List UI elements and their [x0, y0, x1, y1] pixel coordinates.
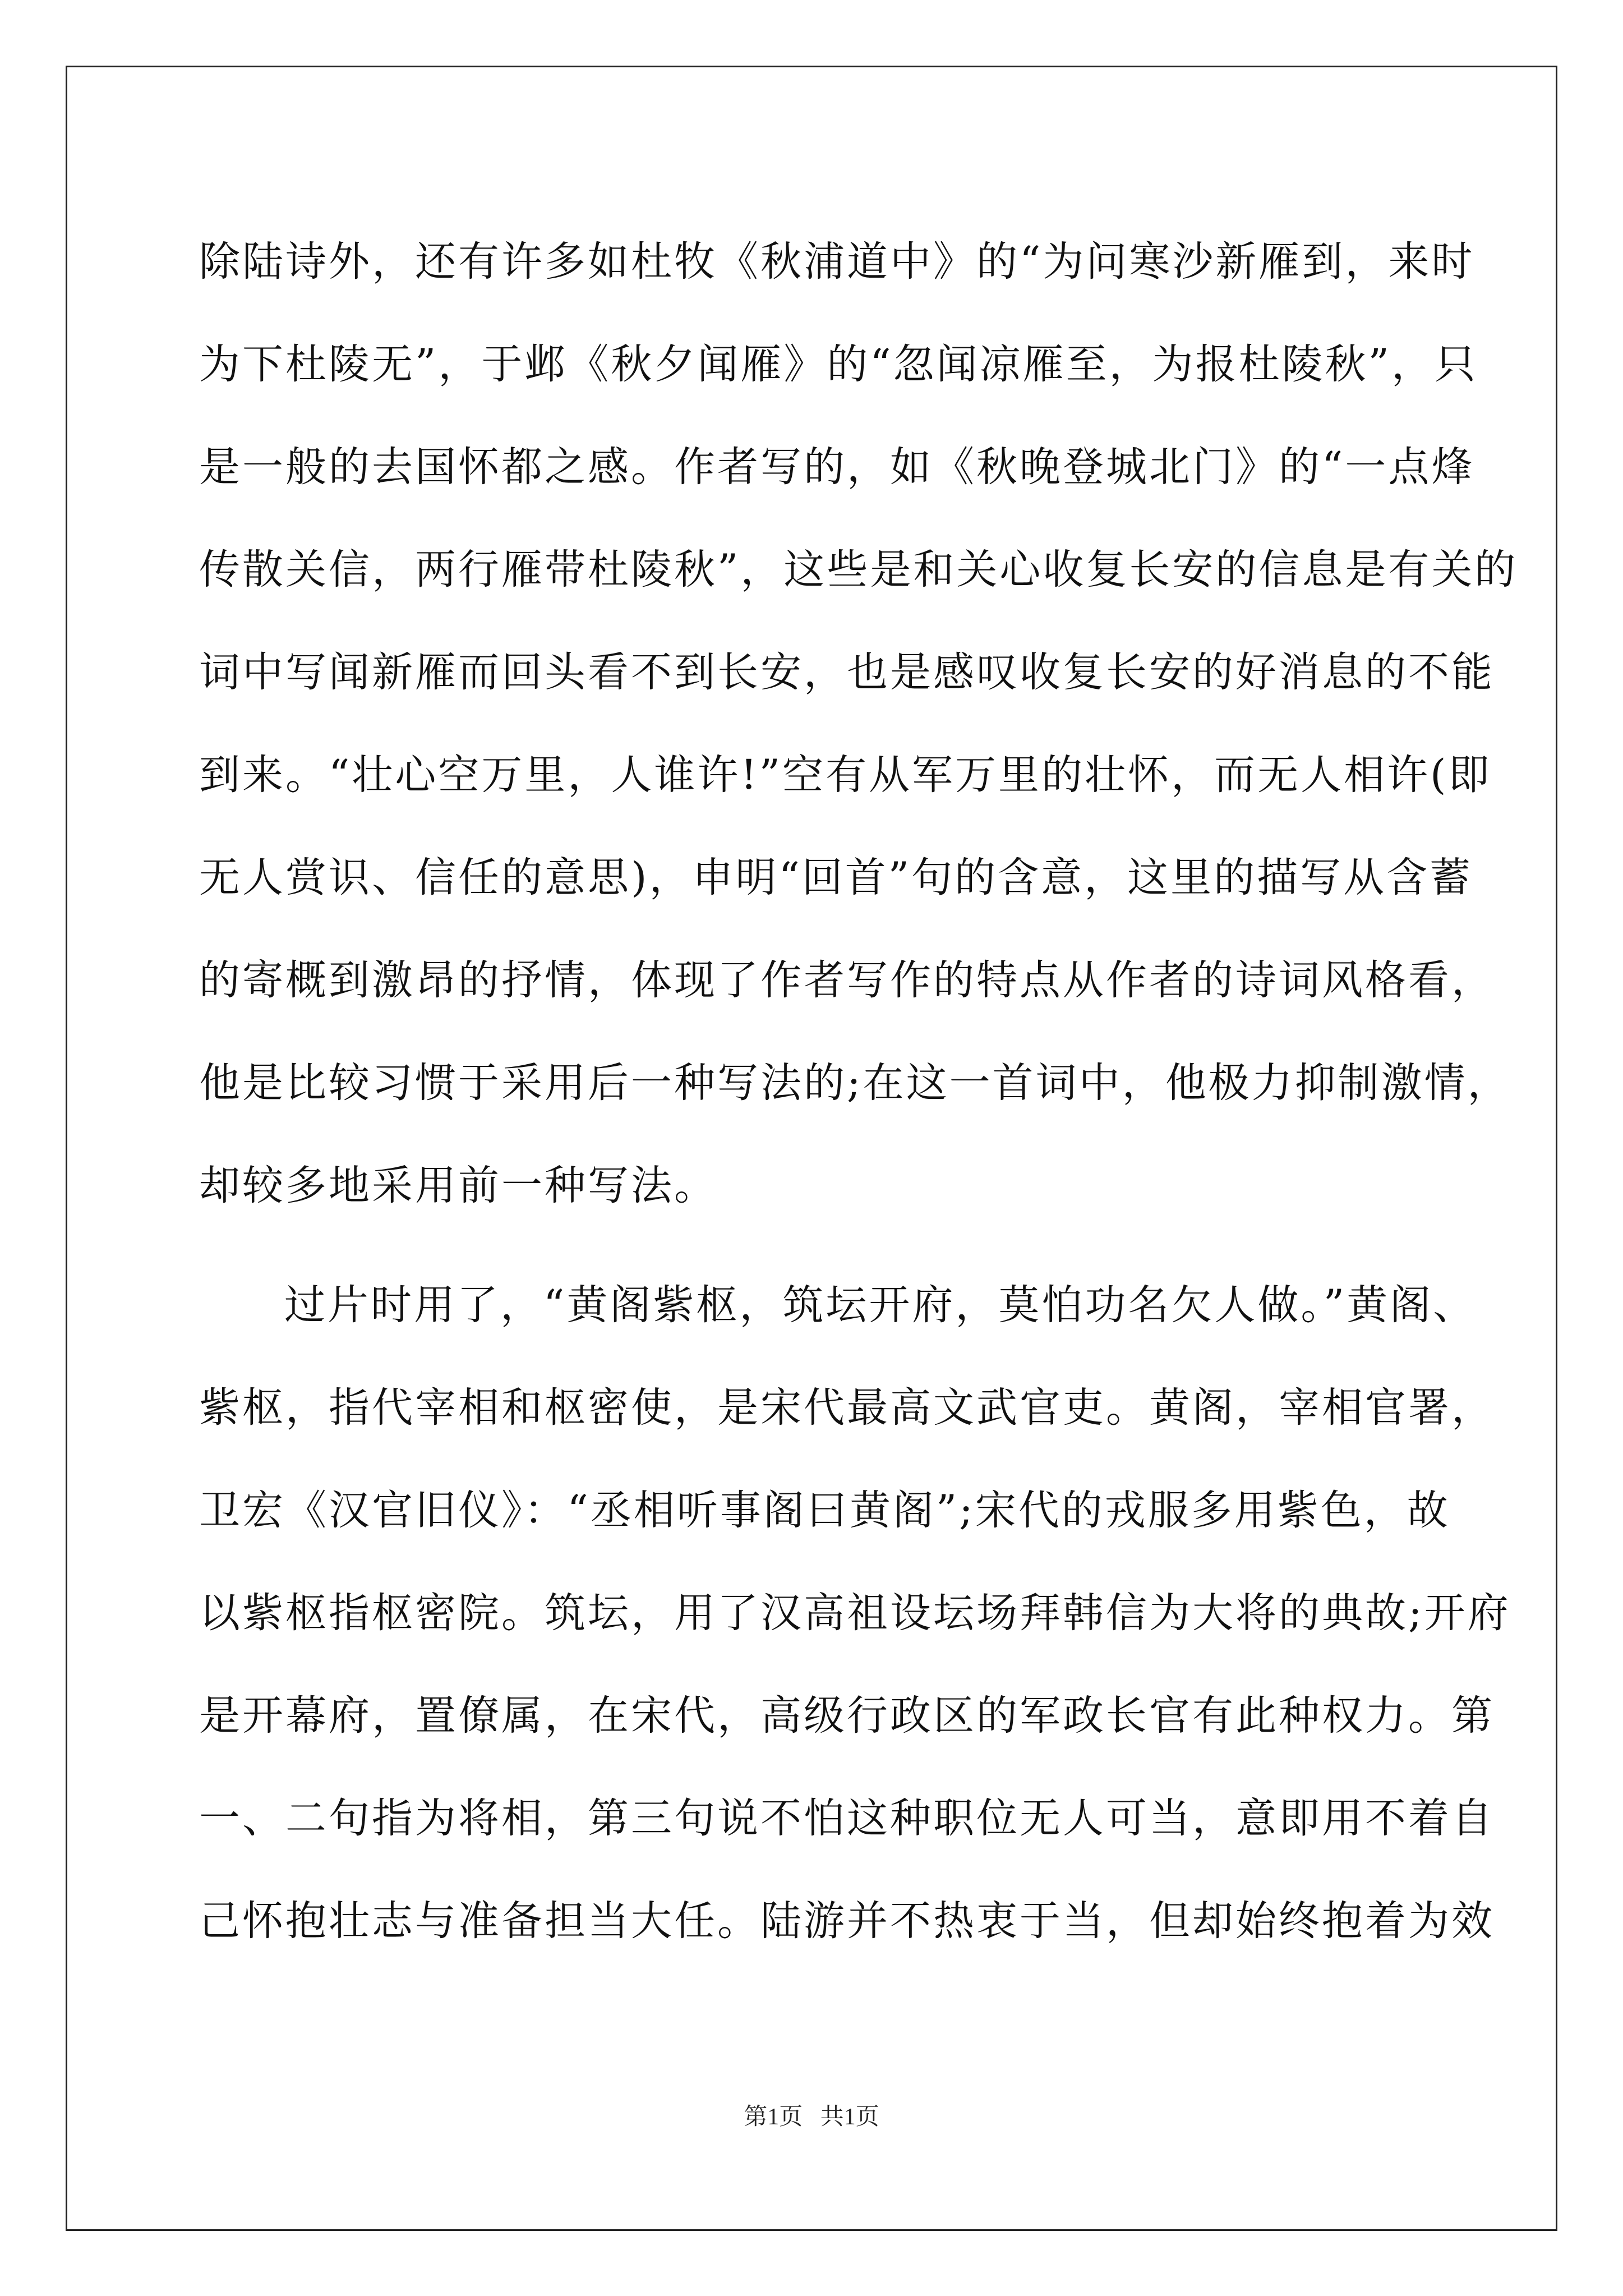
paragraph-2	[199, 1254, 1511, 1972]
text-line: 传散关信，两行雁带杜陵秋”，这些是和关心收复长安的信息是有关的	[199, 546, 1518, 593]
text-line: 的寄概到激昂的抒情，体现了作者写作的特点从作者的诗词风格看，	[199, 956, 1495, 1004]
page-number-footer: 第1页 共1页	[744, 2104, 879, 2130]
paragraph-spacer	[199, 1237, 1433, 1254]
text-line: 是一般的去国怀都之感。作者写的，如《秋晚登城北门》的“一点烽	[199, 443, 1475, 491]
text-line: 过片时用了，“黄阁紫枢，筑坛开府，莫怕功名欠人做。”黄阁、	[284, 1281, 1477, 1329]
text-line: 一、二句指为将相，第三句说不怕这种职位无人可当，意即用不着自	[199, 1795, 1495, 1842]
text-line: 却较多地采用前一种写法。	[199, 1162, 717, 1209]
document-body	[199, 210, 1518, 1972]
text-line: 卫宏《汉官旧仪》：“丞相听事阁曰黄阁”;宋代的戎服多用紫色，故	[199, 1487, 1450, 1534]
text-line: 紫枢，指代宰相和枢密使，是宋代最高文武官吏。黄阁，宰相官署，	[199, 1384, 1495, 1432]
text-line: 为下杜陵无”，于邺《秋夕闻雁》的“忽闻凉雁至，为报杜陵秋”，只	[199, 341, 1478, 388]
text-line: 无人赏识、信任的意思)，申明“回首”句的含意，这里的描写从含蓄	[199, 854, 1473, 901]
text-line: 以紫枢指枢密院。筑坛，用了汉高祖设坛场拜韩信为大将的典故;开府	[199, 1589, 1511, 1637]
text-line: 己怀抱壮志与准备担当大任。陆游并不热衷于当，但却始终抱着为效	[199, 1897, 1495, 1945]
text-line: 到来。“壮心空万里，人谁许!”空有从军万里的壮怀，而无人相许(即	[199, 751, 1492, 799]
text-line: 他是比较习惯于采用后一种写法的;在这一首词中，他极力抑制激情，	[199, 1059, 1511, 1107]
text-line: 词中写闻新雁而回头看不到长安，也是感叹收复长安的好消息的不能	[199, 648, 1495, 696]
paragraph-1	[199, 210, 1518, 1237]
text-line: 除陆诗外，还有许多如杜牧《秋浦道中》的“为问寒沙新雁到，来时	[199, 238, 1475, 286]
text-line: 是开幕府，置僚属，在宋代，高级行政区的军政长官有此种权力。第	[199, 1692, 1495, 1740]
